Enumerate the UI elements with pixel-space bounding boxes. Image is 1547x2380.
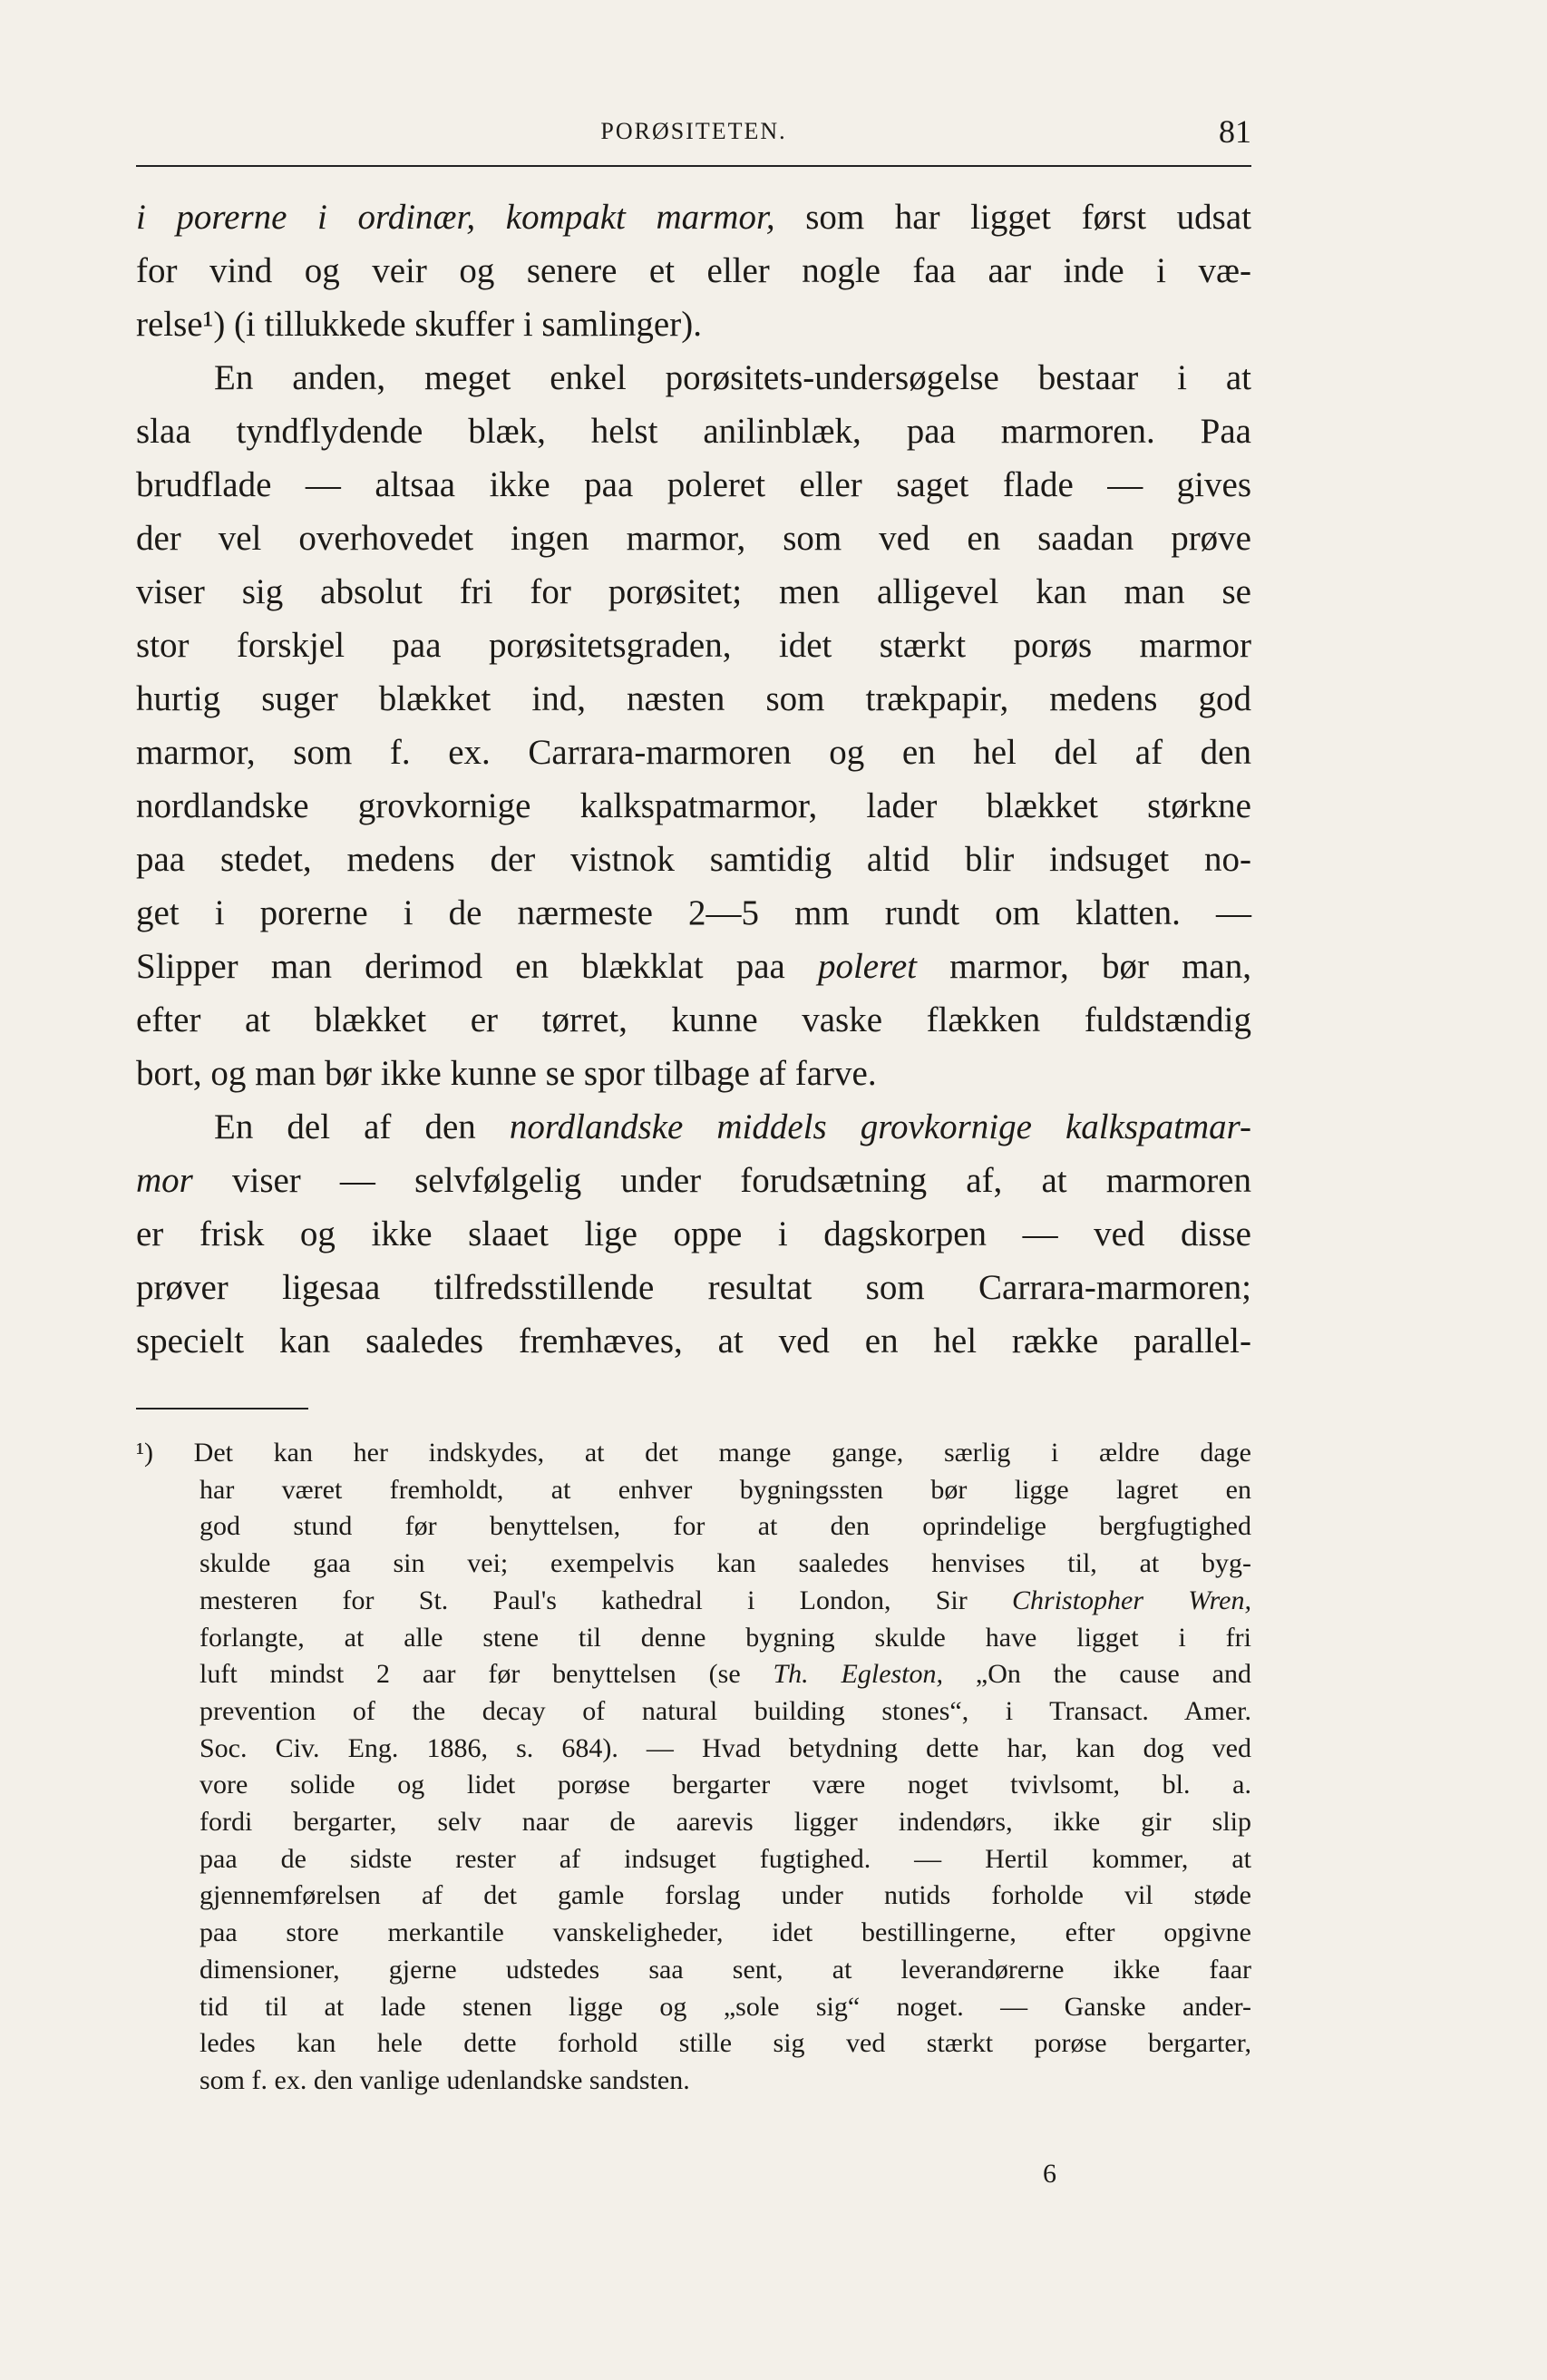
text-line: nordlandske grovkornige kalkspatmarmor, lader blækket størkne — [136, 786, 1251, 825]
text-line: der vel overhovedet ingen marmor, som ved en saadan prøve — [136, 519, 1251, 558]
text-line: marmor, som f. ex. Carrara-marmoren og en hel del af den — [136, 733, 1251, 772]
text-line: En anden, meget enkel porøsitets-undersøgelse bestaar i at — [214, 358, 1251, 397]
signature-mark: 6 — [1043, 2159, 1056, 2189]
footnote-line: god stund før benyttelsen, for at den oprindelige bergfugtighed — [199, 1511, 1251, 1542]
footnote-line: fordi bergarter, selv naar de aarevis ligger indendørs, ikke gir slip — [199, 1807, 1251, 1838]
text-line: bort, og man bør ikke kunne se spor tilbage af farve. — [136, 1054, 877, 1093]
footnote-rule — [136, 1408, 308, 1409]
text-line: prøver ligesaa tilfredsstillende resultat som Carrara-marmoren; — [136, 1268, 1251, 1307]
footnote-line: paa de sidste rester af indsuget fugtighed. — Hertil kommer, at — [199, 1843, 1251, 1874]
footnote-line: mesteren for St. Paul's kathedral i London, Sir Christopher Wren, — [199, 1585, 1252, 1615]
text-line: stor forskjel paa porøsitetsgraden, idet stærkt porøs marmor — [136, 626, 1251, 665]
text-line: i porerne i ordinær, kompakt marmor, som har ligget først udsat — [136, 198, 1251, 237]
text-line: paa stedet, medens der vistnok samtidig altid blir indsuget no- — [136, 840, 1251, 879]
footnote-line: som f. ex. den vanlige udenlandske sandsten. — [199, 2064, 690, 2095]
text-line: get i porerne i de nærmeste 2—5 mm rundt om klatten. — — [136, 893, 1251, 932]
page-number: 81 — [1219, 113, 1251, 150]
text-line: Slipper man derimod en blækklat paa poleret marmor, bør man, — [136, 947, 1251, 986]
text-line: mor viser — selvfølgelig under forudsætning af, at marmoren — [136, 1161, 1251, 1200]
text-line: efter at blækket er tørret, kunne vaske flækken fuldstændig — [136, 1000, 1251, 1039]
footnote-line: prevention of the decay of natural building stones“, i Transact. Amer. — [199, 1695, 1251, 1726]
page-header — [136, 109, 1251, 154]
header-rule — [136, 165, 1251, 167]
footnote-line: ledes kan hele dette forhold stille sig ved stærkt porøse bergarter, — [199, 2028, 1251, 2059]
text-line: er frisk og ikke slaaet lige oppe i dagskorpen — ved disse — [136, 1214, 1251, 1253]
footnotes — [136, 1435, 1251, 2100]
body-text — [136, 190, 1251, 1368]
text-line: relse¹) (i tillukkede skuffer i samlinger). — [136, 305, 702, 344]
text-line: viser sig absolut fri for porøsitet; men alligevel kan man se — [136, 572, 1251, 611]
footnote-line: vore solide og lidet porøse bergarter være noget tvivlsomt, bl. a. — [199, 1770, 1251, 1800]
book-page — [136, 109, 1251, 2100]
text-line: hurtig suger blækket ind, næsten som trækpapir, medens god — [136, 679, 1251, 718]
footnote-line: forlangte, at alle stene til denne bygning skulde have ligget i fri — [199, 1622, 1251, 1653]
footnote-line: skulde gaa sin vei; exempelvis kan saaledes henvises til, at byg- — [199, 1548, 1251, 1579]
text-line: slaa tyndflydende blæk, helst anilinblæk, paa marmoren. Paa — [136, 412, 1251, 451]
footnote-line: tid til at lade stenen ligge og „sole sig“ noget. — Ganske ander- — [199, 1991, 1251, 2022]
footnote-line: har været fremholdt, at enhver bygningssten bør ligge lagret en — [199, 1474, 1251, 1505]
footnote-line: dimensioner, gjerne udstedes saa sent, at leverandørerne ikke faar — [199, 1954, 1251, 1985]
footnote-line: Soc. Civ. Eng. 1886, s. 684). — Hvad betydning dette har, kan dog ved — [199, 1732, 1251, 1763]
text-line: specielt kan saaledes fremhæves, at ved en hel række parallel- — [136, 1322, 1251, 1361]
text-line: brudflade — altsaa ikke paa poleret eller saget flade — gives — [136, 465, 1251, 504]
running-title: PORØSITETEN. — [600, 118, 787, 144]
footnote-line: gjennemførelsen af det gamle forslag under nutids forholde vil støde — [199, 1880, 1251, 1911]
text-line: for vind og veir og senere et eller nogle faa aar inde i væ- — [136, 251, 1251, 290]
footnote-line: luft mindst 2 aar før benyttelsen (se Th. Egleston, „On the cause and — [199, 1659, 1251, 1690]
text-line: En del af den nordlandske middels grovkornige kalkspatmar- — [214, 1107, 1251, 1146]
footnote-line: ¹) Det kan her indskydes, at det mange gange, særlig i ældre dage — [136, 1438, 1251, 1468]
footnote-line: paa store merkantile vanskeligheder, idet bestillingerne, efter opgivne — [199, 1917, 1251, 1948]
